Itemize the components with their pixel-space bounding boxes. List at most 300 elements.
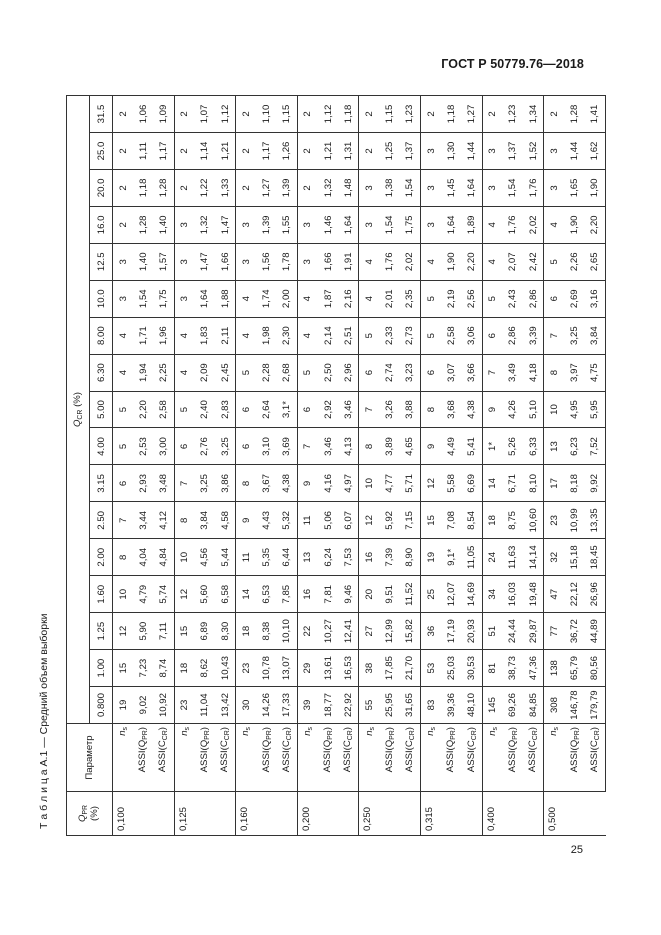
table-cell: 2 xyxy=(174,133,195,170)
q-cr-level-header: 0.800 xyxy=(90,687,113,724)
table-cell: 77 xyxy=(544,613,565,650)
table-cell: 3,1* xyxy=(277,391,298,428)
table-row xyxy=(174,96,195,836)
table-cell: 13,61 xyxy=(318,650,338,687)
table-cell: 1,17 xyxy=(153,133,174,170)
table-cell: 2,64 xyxy=(257,391,277,428)
parameter-label-base: ASSI(C xyxy=(465,740,477,773)
table-cell: 5,92 xyxy=(380,502,400,539)
table-cell: 6 xyxy=(236,428,257,465)
table-cell: 1,25 xyxy=(380,133,400,170)
table-cell: 3 xyxy=(113,243,134,280)
table-cell: 2,20 xyxy=(461,243,482,280)
table-cell: 2 xyxy=(359,96,380,133)
table-cell: 3 xyxy=(359,169,380,206)
table-cell: 1,15 xyxy=(277,96,298,133)
table-cell: 2 xyxy=(113,96,134,133)
parameter-label-base: ASSI(C xyxy=(280,740,292,773)
parameter-label-base: n xyxy=(548,730,560,736)
table-cell: 1,27 xyxy=(461,96,482,133)
table-cell: 6,33 xyxy=(523,428,544,465)
table-cell: 13,42 xyxy=(215,687,236,724)
parameter-label xyxy=(153,724,174,792)
table-cell: 20,93 xyxy=(461,613,482,650)
table-cell: 5,74 xyxy=(153,576,174,613)
table-cell: 1,75 xyxy=(400,206,421,243)
parameter-header: Параметр xyxy=(67,724,113,792)
parameter-label-tail: ) xyxy=(198,727,210,731)
table-cell: 1,65 xyxy=(565,169,585,206)
table-cell: 2,02 xyxy=(400,243,421,280)
table-cell: 4,75 xyxy=(585,354,606,391)
table-cell: 1,64 xyxy=(441,206,461,243)
table-cell: 2,16 xyxy=(338,280,359,317)
table-cell: 2 xyxy=(297,96,318,133)
table-cell: 17,19 xyxy=(441,613,461,650)
table-cell: 3 xyxy=(544,133,565,170)
table-cell: 1,54 xyxy=(133,280,153,317)
table-cell: 2,01 xyxy=(380,280,400,317)
table-cell: 4 xyxy=(297,317,318,354)
table-cell: 1,91 xyxy=(338,243,359,280)
table-cell: 7 xyxy=(359,391,380,428)
table-cell: 2,76 xyxy=(195,428,215,465)
table-cell: 2,53 xyxy=(133,428,153,465)
q-cr-level-header: 5.00 xyxy=(90,391,113,428)
table-cell: 3 xyxy=(174,280,195,317)
table-cell: 2 xyxy=(421,96,442,133)
table-cell: 3,48 xyxy=(153,465,174,502)
table-cell: 3,69 xyxy=(277,428,298,465)
table-cell: 4,79 xyxy=(133,576,153,613)
table-cell: 3 xyxy=(421,169,442,206)
table-cell: 25,95 xyxy=(380,687,400,724)
table-cell: 11,04 xyxy=(195,687,215,724)
table-cell: 6 xyxy=(174,428,195,465)
parameter-label-tail: ) xyxy=(445,727,457,731)
table-cell: 3,97 xyxy=(565,354,585,391)
table-cell: 22 xyxy=(297,613,318,650)
table-cell: 8 xyxy=(174,502,195,539)
table-cell: 1,38 xyxy=(380,169,400,206)
parameter-label xyxy=(523,724,544,792)
parameter-label xyxy=(400,724,421,792)
table-cell: 1,47 xyxy=(215,206,236,243)
table-cell: 18 xyxy=(174,650,195,687)
table-cell: 1,96 xyxy=(153,317,174,354)
q-pr-value: 0,125 xyxy=(174,792,236,836)
table-cell: 6 xyxy=(297,391,318,428)
table-cell: 3,88 xyxy=(400,391,421,428)
table-cell: 2,28 xyxy=(257,354,277,391)
parameter-label-sub: CR xyxy=(285,730,293,741)
table-cell: 2,40 xyxy=(195,391,215,428)
table-cell: 2,86 xyxy=(503,317,523,354)
table-cell: 4,84 xyxy=(153,539,174,576)
table-cell: 2 xyxy=(236,169,257,206)
table-cell: 4,18 xyxy=(523,354,544,391)
table-cell: 9,02 xyxy=(133,687,153,724)
table-cell: 4,04 xyxy=(133,539,153,576)
table-cell: 3 xyxy=(421,206,442,243)
parameter-label xyxy=(338,724,359,792)
table-cell: 1,44 xyxy=(565,133,585,170)
table-cell: 2,69 xyxy=(565,280,585,317)
table-cell: 12 xyxy=(421,465,442,502)
table-cell: 4 xyxy=(359,243,380,280)
table-cell: 3,44 xyxy=(133,502,153,539)
table-cell: 3,89 xyxy=(380,428,400,465)
table-cell: 1,87 xyxy=(318,280,338,317)
table-cell: 5 xyxy=(421,280,442,317)
table-cell: 2,09 xyxy=(195,354,215,391)
table-cell: 12 xyxy=(359,502,380,539)
table-cell: 7,15 xyxy=(400,502,421,539)
table-cell: 3,06 xyxy=(461,317,482,354)
table-cell: 2 xyxy=(236,133,257,170)
table-cell: 2,51 xyxy=(338,317,359,354)
sample-size-table xyxy=(66,95,606,836)
table-cell: 21,70 xyxy=(400,650,421,687)
table-cell: 2 xyxy=(297,133,318,170)
table-cell: 12,07 xyxy=(441,576,461,613)
table-cell: 1,18 xyxy=(133,169,153,206)
table-row xyxy=(482,96,503,836)
parameter-label-tail: ) xyxy=(465,727,477,731)
q-cr-level-header: 8.00 xyxy=(90,317,113,354)
table-cell: 8 xyxy=(113,539,134,576)
parameter-label-tail: ) xyxy=(260,727,272,731)
parameter-label-tail: ) xyxy=(137,727,149,731)
table-cell: 4,12 xyxy=(153,502,174,539)
table-cell: 1,89 xyxy=(461,206,482,243)
table-cell: 4 xyxy=(482,243,503,280)
table-cell: 17 xyxy=(544,465,565,502)
table-cell: 5,32 xyxy=(277,502,298,539)
table-cell: 5 xyxy=(297,354,318,391)
table-cell: 1,57 xyxy=(153,243,174,280)
table-cell: 1,74 xyxy=(257,280,277,317)
parameter-label-sub: s xyxy=(122,727,130,731)
table-row xyxy=(338,96,359,836)
table-body xyxy=(113,96,606,836)
table-cell: 2,65 xyxy=(585,243,606,280)
table-cell: 2,56 xyxy=(461,280,482,317)
table-cell: 13,07 xyxy=(277,650,298,687)
table-cell: 6,44 xyxy=(277,539,298,576)
table-cell: 10,78 xyxy=(257,650,277,687)
table-cell: 3,16 xyxy=(585,280,606,317)
table-cell: 2 xyxy=(113,169,134,206)
parameter-label-sub: PR xyxy=(450,730,458,740)
table-cell: 10 xyxy=(174,539,195,576)
parameter-label-tail: ) xyxy=(383,727,395,731)
table-cell: 2,68 xyxy=(277,354,298,391)
table-cell: 18,77 xyxy=(318,687,338,724)
table-cell: 13 xyxy=(544,428,565,465)
table-cell: 8,75 xyxy=(503,502,523,539)
table-cell: 14 xyxy=(482,465,503,502)
table-cell: 1,54 xyxy=(380,206,400,243)
table-cell: 3,25 xyxy=(215,428,236,465)
q-cr-level-header: 2.50 xyxy=(90,502,113,539)
table-cell: 2,93 xyxy=(133,465,153,502)
table-cell: 1,39 xyxy=(277,169,298,206)
table-cell: 51 xyxy=(482,613,503,650)
table-row xyxy=(565,96,585,836)
table-cell: 9,92 xyxy=(585,465,606,502)
table-cell: 2,74 xyxy=(380,354,400,391)
table-cell: 23 xyxy=(544,502,565,539)
table-cell: 13 xyxy=(297,539,318,576)
parameter-label-base: ASSI(C xyxy=(403,740,415,773)
table-cell: 1,88 xyxy=(215,280,236,317)
parameter-label-tail: ) xyxy=(342,727,354,731)
table-cell: 24 xyxy=(482,539,503,576)
table-cell: 2,11 xyxy=(215,317,236,354)
table-cell: 4 xyxy=(113,317,134,354)
table-cell: 2,25 xyxy=(153,354,174,391)
table-cell: 6,71 xyxy=(503,465,523,502)
parameter-label-base: ASSI(Q xyxy=(137,739,149,773)
table-cell: 2,50 xyxy=(318,354,338,391)
table-cell: 9 xyxy=(297,465,318,502)
table-cell: 3,46 xyxy=(318,428,338,465)
parameter-label-sub: CR xyxy=(470,730,478,741)
table-cell: 30,53 xyxy=(461,650,482,687)
table-cell: 3,84 xyxy=(585,317,606,354)
table-cell: 2,42 xyxy=(523,243,544,280)
table-cell: 4 xyxy=(544,206,565,243)
parameter-label-sub: PR xyxy=(265,730,273,740)
table-cell: 1,52 xyxy=(523,133,544,170)
table-cell: 3,86 xyxy=(215,465,236,502)
table-cell: 5 xyxy=(421,317,442,354)
table-cell: 19,48 xyxy=(523,576,544,613)
table-cell: 4,49 xyxy=(441,428,461,465)
table-cell: 16,03 xyxy=(503,576,523,613)
table-row xyxy=(297,96,318,836)
table-cell: 7,52 xyxy=(585,428,606,465)
table-cell: 5,90 xyxy=(133,613,153,650)
table-cell: 1,23 xyxy=(503,96,523,133)
table-cell: 4 xyxy=(236,317,257,354)
parameter-label-sub: PR xyxy=(327,730,335,740)
table-cell: 4 xyxy=(174,317,195,354)
table-cell: 4,95 xyxy=(565,391,585,428)
parameter-label xyxy=(380,724,400,792)
table-row xyxy=(523,96,544,836)
table-cell: 8,74 xyxy=(153,650,174,687)
table-cell: 9,51 xyxy=(380,576,400,613)
table-cell: 5 xyxy=(544,243,565,280)
table-cell: 12 xyxy=(113,613,134,650)
table-cell: 9 xyxy=(482,391,503,428)
table-cell: 1,98 xyxy=(257,317,277,354)
q-cr-level-header: 2.00 xyxy=(90,539,113,576)
table-cell: 7 xyxy=(297,428,318,465)
parameter-label xyxy=(585,724,606,792)
table-cell: 38,73 xyxy=(503,650,523,687)
table-cell: 4,56 xyxy=(195,539,215,576)
parameter-label-sub: s xyxy=(491,727,499,731)
table-cell: 11,05 xyxy=(461,539,482,576)
table-cell: 14,69 xyxy=(461,576,482,613)
q-pr-value: 0,250 xyxy=(359,792,421,836)
table-cell: 1,45 xyxy=(441,169,461,206)
table-row xyxy=(257,96,277,836)
q-cr-level-header: 10.0 xyxy=(90,280,113,317)
q-cr-level-header: 16.0 xyxy=(90,206,113,243)
table-cell: 38 xyxy=(359,650,380,687)
table-cell: 2,92 xyxy=(318,391,338,428)
parameter-label-base: ASSI(Q xyxy=(445,739,457,773)
table-cell: 18 xyxy=(482,502,503,539)
table-cell: 4,26 xyxy=(503,391,523,428)
table-cell: 4,16 xyxy=(318,465,338,502)
table-cell: 4,38 xyxy=(461,391,482,428)
table-cell: 2,73 xyxy=(400,317,421,354)
table-cell: 24,44 xyxy=(503,613,523,650)
parameter-label-tail: ) xyxy=(219,727,231,731)
parameter-label-sub: PR xyxy=(142,730,150,740)
table-cell: 18,45 xyxy=(585,539,606,576)
parameter-label-sub: CR xyxy=(408,730,416,741)
table-cell: 3 xyxy=(359,206,380,243)
page-number: 25 xyxy=(570,844,583,856)
table-cell: 83 xyxy=(421,687,442,724)
q-pr-value: 0,500 xyxy=(544,792,606,836)
parameter-label xyxy=(461,724,482,792)
table-cell: 5 xyxy=(113,428,134,465)
table-cell: 1,40 xyxy=(153,206,174,243)
table-cell: 1,18 xyxy=(338,96,359,133)
table-cell: 3,00 xyxy=(153,428,174,465)
q-cr-level-header: 1.25 xyxy=(90,613,113,650)
table-cell: 10,10 xyxy=(277,613,298,650)
table-cell: 8,10 xyxy=(523,465,544,502)
parameter-label xyxy=(215,724,236,792)
table-cell: 1,37 xyxy=(400,133,421,170)
table-cell: 69,26 xyxy=(503,687,523,724)
table-cell: 1,90 xyxy=(441,243,461,280)
table-cell: 25,03 xyxy=(441,650,461,687)
table-cell: 1,28 xyxy=(565,96,585,133)
table-cell: 3 xyxy=(174,206,195,243)
table-cell: 5 xyxy=(482,280,503,317)
table-cell: 15,82 xyxy=(400,613,421,650)
table-cell: 1,23 xyxy=(400,96,421,133)
parameter-label-tail: ) xyxy=(568,727,580,731)
q-cr-level-header: 4.00 xyxy=(90,428,113,465)
table-row xyxy=(318,96,338,836)
table-cell: 3,07 xyxy=(441,354,461,391)
table-cell: 4,65 xyxy=(400,428,421,465)
table-cell: 12,41 xyxy=(338,613,359,650)
table-cell: 138 xyxy=(544,650,565,687)
table-cell: 2,20 xyxy=(133,391,153,428)
parameter-label xyxy=(297,724,318,792)
table-cell: 4,13 xyxy=(338,428,359,465)
parameter-label-sub: CR xyxy=(532,730,540,741)
table-cell: 7 xyxy=(113,502,134,539)
table-row xyxy=(133,96,153,836)
table-cell: 9,46 xyxy=(338,576,359,613)
table-cell: 1,34 xyxy=(523,96,544,133)
table-cell: 3,46 xyxy=(338,391,359,428)
table-cell: 23 xyxy=(236,650,257,687)
table-cell: 29,87 xyxy=(523,613,544,650)
parameter-label-base: ASSI(Q xyxy=(260,739,272,773)
table-cell: 1,64 xyxy=(195,280,215,317)
parameter-label-sub: s xyxy=(553,727,561,731)
table-row xyxy=(503,96,523,836)
table-cell: 2 xyxy=(359,133,380,170)
table-cell: 6 xyxy=(544,280,565,317)
parameter-label-sub: s xyxy=(306,727,314,731)
q-cr-level-header: 25.0 xyxy=(90,133,113,170)
parameter-label xyxy=(133,724,153,792)
parameter-label-base: n xyxy=(301,730,313,736)
parameter-label-sub: s xyxy=(368,727,376,731)
table-cell: 1,12 xyxy=(215,96,236,133)
parameter-label-base: ASSI(Q xyxy=(506,739,518,773)
parameter-label-tail: ) xyxy=(588,727,600,731)
table-cell: 1,37 xyxy=(503,133,523,170)
table-cell: 4,38 xyxy=(277,465,298,502)
parameter-label-sub: CR xyxy=(162,730,170,741)
q-cr-header: $Q_{CR}$ (%) xyxy=(67,96,90,724)
table-cell: 1,64 xyxy=(338,206,359,243)
parameter-label-sub: PR xyxy=(511,730,519,740)
q-pr-value: 0,400 xyxy=(482,792,544,836)
parameter-label-base: ASSI(C xyxy=(588,740,600,773)
table-cell: 7,53 xyxy=(338,539,359,576)
table-cell: 20 xyxy=(359,576,380,613)
table-row xyxy=(585,96,606,836)
q-cr-level-header: 20.0 xyxy=(90,169,113,206)
table-cell: 1,14 xyxy=(195,133,215,170)
table-cell: 6 xyxy=(482,317,503,354)
table-cell: 2,96 xyxy=(338,354,359,391)
table-cell: 2,43 xyxy=(503,280,523,317)
table-cell: 8 xyxy=(421,391,442,428)
q-pr-value: 0,315 xyxy=(421,792,483,836)
table-cell: 5 xyxy=(174,391,195,428)
parameter-label xyxy=(174,724,195,792)
table-cell: 8,18 xyxy=(565,465,585,502)
table-cell: 3,39 xyxy=(523,317,544,354)
parameter-label-sub: CR xyxy=(224,730,232,741)
table-cell: 1,76 xyxy=(523,169,544,206)
table-cell: 16 xyxy=(359,539,380,576)
table-cell: 3 xyxy=(421,133,442,170)
parameter-label-sub: PR xyxy=(573,730,581,740)
table-cell: 179,79 xyxy=(585,687,606,724)
table-cell: 10,99 xyxy=(565,502,585,539)
table-cell: 11,63 xyxy=(503,539,523,576)
table-cell: 7,11 xyxy=(153,613,174,650)
table-cell: 17,85 xyxy=(380,650,400,687)
table-cell: 10 xyxy=(544,391,565,428)
table-cell: 1,78 xyxy=(277,243,298,280)
table-cell: 48,10 xyxy=(461,687,482,724)
parameter-label xyxy=(195,724,215,792)
q-pr-value: 0,160 xyxy=(236,792,298,836)
table-cell: 5 xyxy=(113,391,134,428)
table-cell: 15 xyxy=(174,613,195,650)
table-cell: 3,10 xyxy=(257,428,277,465)
